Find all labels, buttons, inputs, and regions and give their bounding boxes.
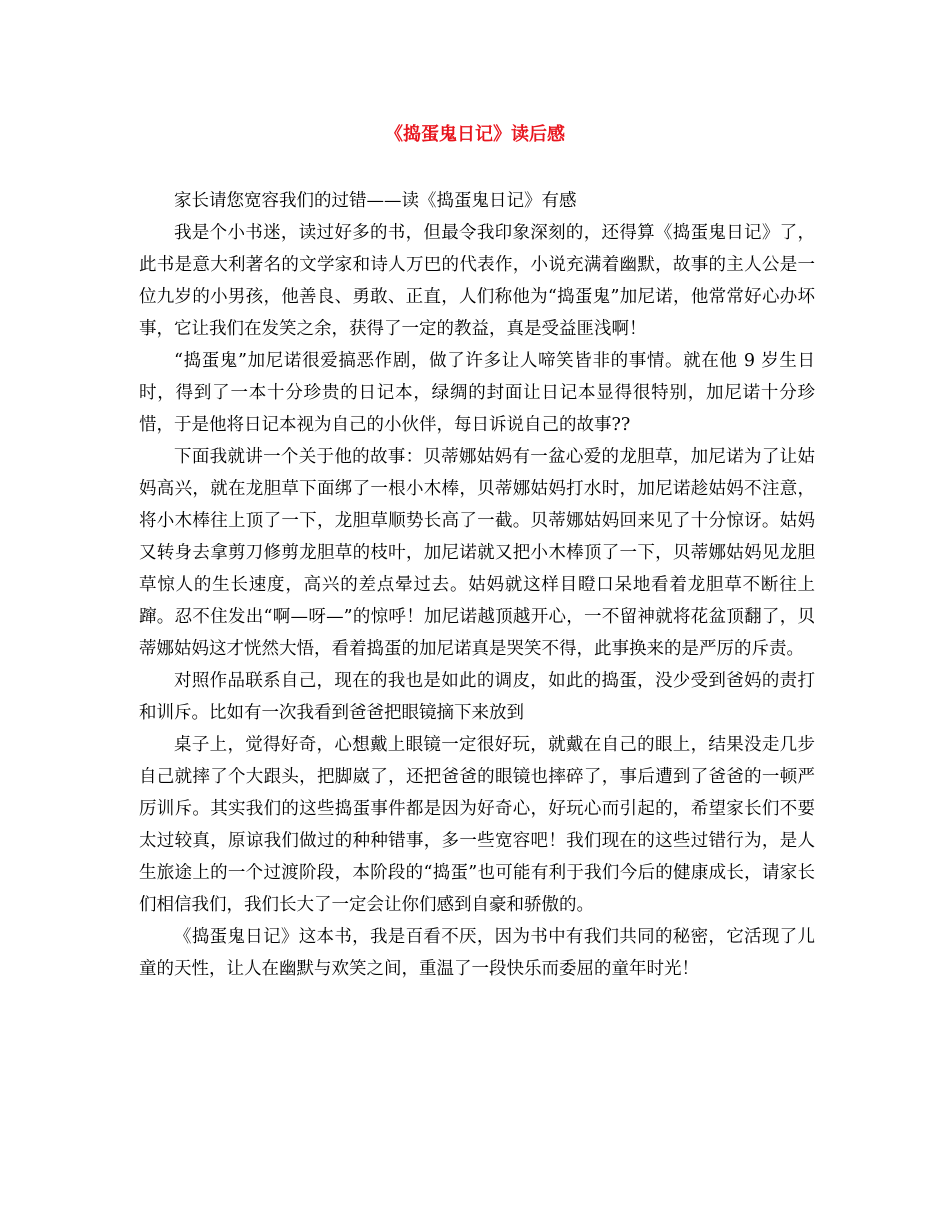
paragraph-intro: 我是个小书迷，读过好多的书，但最令我印象深刻的，还得算《捣蛋鬼日记》了，此书是意大利著名的文学家和诗人万巴的代表作，小说充满着幽默，故事的主人公是一位九岁的小男孩，他善良、勇敢、正直，人们称他为“捣蛋鬼”加尼诺，他常常好心办坏事，它让我们在发笑之余，获得了一定的教益，真是受益匪浅啊！ — [139, 223, 815, 339]
document-body — [139, 185, 815, 985]
paragraph-conclusion: 《捣蛋鬼日记》这本书，我是百看不厌，因为书中有我们共同的秘密，它活现了儿童的天性，让人在幽默与欢笑之间，重温了一段快乐而委屈的童年时光！ — [139, 927, 815, 979]
paragraph-subtitle: 家长请您宽容我们的过错——读《捣蛋鬼日记》有感 — [174, 191, 577, 211]
paragraph-character: “捣蛋鬼”加尼诺很爱搞恶作剧，做了许多让人啼笑皆非的事情。就在他 9 岁生日时，得到了一本十分珍贵的日记本，绿绸的封面让日记本显得很特别，加尼诺十分珍惜，于是他将日记本视为自己的小伙伴，每日诉说自己的故事?? — [139, 351, 815, 435]
document-title: 《捣蛋鬼日记》读后感 — [385, 124, 565, 145]
paragraph-example: 桌子上，觉得好奇，心想戴上眼镜一定很好玩，就戴在自己的眼上，结果没走几步自己就摔了个大跟头，把脚崴了，还把爸爸的眼镜也摔碎了，事后遭到了爸爸的一顿严厉训斥。其实我们的这些捣蛋事件都是因为好奇心，好玩心而引起的，希望家长们不要太过较真，原谅我们做过的种种错事，多一些宽容吧！我们现在的这些过错行为，是人生旅途上的一个过渡阶段，本阶段的“捣蛋”也可能有利于我们今后的健康成长，请家长们相信我们，我们长大了一定会让你们感到自豪和骄傲的。 — [139, 735, 815, 915]
paragraph-story: 下面我就讲一个关于他的故事：贝蒂娜姑妈有一盆心爱的龙胆草，加尼诺为了让姑妈高兴，就在龙胆草下面绑了一根小木棒，贝蒂娜姑妈打水时，加尼诺趁姑妈不注意，将小木棒往上顶了一下，龙胆草顺势长高了一截。贝蒂娜姑妈回来见了十分惊讶。姑妈又转身去拿剪刀修剪龙胆草的枝叶，加尼诺就又把小木棒顶了一下，贝蒂娜姑妈见龙胆草惊人的生长速度，高兴的差点晕过去。姑妈就这样目瞪口呆地看着龙胆草不断往上蹿。忍不住发出“啊—呀—”的惊呼！加尼诺越顶越开心，一不留神就将花盆顶翻了，贝蒂娜姑妈这才恍然大悟，看着捣蛋的加尼诺真是哭笑不得，此事换来的是严厉的斥责。 — [139, 447, 815, 659]
paragraph-reflection: 对照作品联系自己，现在的我也是如此的调皮，如此的捣蛋，没少受到爸妈的责打和训斥。比如有一次我看到爸爸把眼镜摘下来放到 — [139, 671, 815, 723]
